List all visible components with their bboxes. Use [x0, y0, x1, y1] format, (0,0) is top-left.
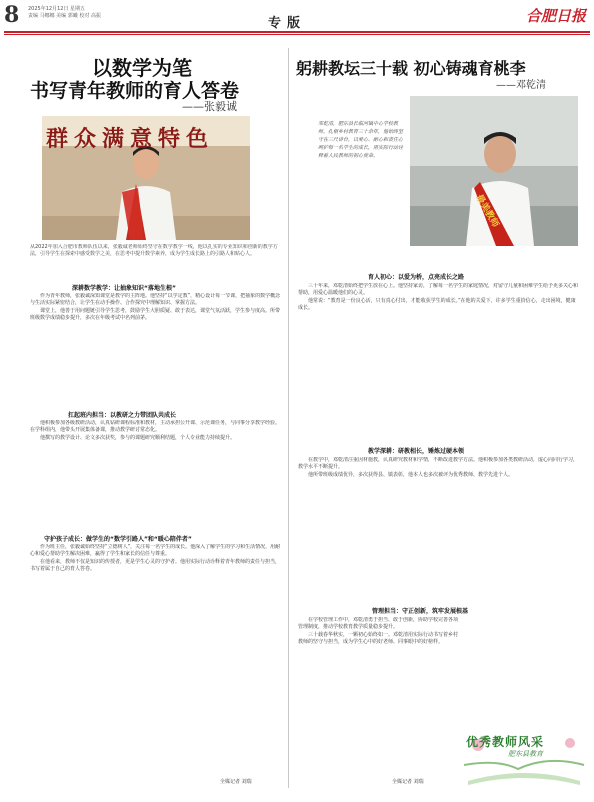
- left-section1-heading: 深耕数学教学：让抽象知识“落地生根”: [72, 285, 176, 292]
- right-section2-heading: 教学深耕：研教相长，锤炼过硬本领: [368, 448, 465, 455]
- paragraph: 他积极参加各级教研活动，认真钻研课程标准和教材，主动承担公开课、示范课任务，与同事分享教学经验。在学科组内，他带头开展集体备课，推动教学研讨常态化。: [30, 420, 281, 434]
- photo-sash-text: 最美教师: [473, 193, 501, 230]
- page-number: 8: [4, 2, 20, 28]
- left-section3-heading: 守护孩子成长：做学生的“数学引路人”和“暖心陪伴者”: [44, 536, 192, 543]
- left-section3-body: [30, 544, 282, 770]
- left-title-line2: 书写青年教师的育人答卷: [30, 80, 240, 102]
- date-line: 2025年12月12日 星期五: [28, 6, 86, 12]
- right-title: 躬耕教坛三十载 初心铸魂育桃李: [296, 59, 526, 78]
- paragraph: 作为青年教师，张毅诚深知课堂是教学的主阵地。他坚持“以学定教”，精心设计每一节课，把抽象的数学概念与生活实际紧密结合，让学生在动手操作、合作探究中理解知识、掌握方法。: [30, 293, 281, 307]
- left-reporter: 全媒记者 刘瑞: [220, 779, 252, 785]
- paragraph: 三十载春华秋实，一颗初心始终如一。邓乾清用实际行动书写着乡村教师的坚守与担当，成为学生心中的好老师、同事眼中的好榜样。: [298, 631, 458, 645]
- left-intro: 从2022年加入合肥市教师队伍以来，张毅诚老师始终坚守在数学教学一线，他以扎实的专业知识和创新的教学方法，引导学生在探索中感受数学之美，在思考中提升数学素养，成为学生成长路上的引路人和贴心人。: [30, 244, 278, 257]
- paragraph: 他所带班级成绩优异，多次获得县、镇表彰，他本人也多次被评为优秀教师、教学先进个人。: [308, 471, 514, 478]
- right-reporter: 全媒记者 刘瑞: [392, 779, 424, 785]
- paragraph: 作为班主任，张毅诚始终坚持“立德树人”，关注每一名学生的成长。他深入了解学生的学习和生活情况，用耐心和爱心帮助学生解决困难，赢得了学生和家长的信任与尊重。: [30, 544, 281, 558]
- right-section1-heading: 育人初心：以爱为桥，点亮成长之路: [368, 274, 465, 281]
- photo-banner-text: 群众满意特色: [46, 126, 215, 152]
- left-section2-body: [30, 420, 282, 518]
- header-rule: [4, 31, 590, 33]
- left-title-line1: 以数学为笔: [92, 56, 192, 80]
- right-caption: 邓乾清，肥东县长临河镇中心学校教师。扎根乡村教育三十余年，他始终坚守在三尺讲台，以爱心、耐心和责任心呵护每一名学生的成长，用实际行动诠释着人民教师的初心使命。: [318, 121, 404, 159]
- header-rule-thin: [4, 34, 590, 35]
- paragraph: 三十年来，邓乾清始终把学生放在心上。他坚持家访，了解每一名学生的家庭情况，对留守儿童和困难学生给予更多关心和帮助，用爱心温暖他们的心灵。: [298, 283, 579, 297]
- left-byline: ——张毅诚: [182, 100, 237, 113]
- column-divider: [288, 48, 289, 788]
- paragraph: 在教学中，邓乾清注重因材施教，认真研究教材和学情，不断改进教学方法。他积极参加各类教研活动，虚心向同行学习，教学水平不断提升。: [298, 457, 579, 471]
- left-photo: [42, 116, 250, 240]
- page-header: [0, 0, 594, 34]
- right-section1-body: [298, 283, 580, 443]
- right-photo: [410, 96, 578, 246]
- right-section2-body: [298, 457, 580, 601]
- header-meta: [28, 6, 101, 20]
- editor-line: 责编 马娜娜 美编 郭曦 校对 高振: [28, 13, 101, 19]
- paragraph: 在学校管理工作中，邓乾清勇于担当、敢于创新，协助学校完善各项管理制度，推动学校教育教学质量稳步提升。: [298, 617, 458, 631]
- decorative-graphic: [458, 725, 590, 787]
- right-section3-body: [298, 617, 458, 767]
- paragraph: 在他看来，教师不仅是知识的传授者，更是学生心灵的守护者。他用实际行动诠释着青年教师的责任与担当，书写着属于自己的育人答卷。: [30, 558, 281, 572]
- right-byline: ——邓乾清: [496, 80, 546, 91]
- section-title: 专版: [268, 16, 307, 31]
- left-section1-body: [30, 293, 282, 405]
- decoration-subtitle: 肥东县教育: [508, 750, 543, 758]
- paragraph: 他撰写的教学设计、论文多次获奖，参与的课题研究顺利结题，个人专业能力持续提升。: [40, 434, 236, 441]
- left-section2-heading: 扛起班内担当：以教研之力带团队共成长: [68, 412, 177, 419]
- paragraph: 他常说：“教育是一份良心活，只有真心付出，才能收获学生的成长。”在他的关爱下，许多学生重拾信心，走出困境，健康成长。: [298, 297, 576, 311]
- newspaper-brand: 合肥日报: [525, 7, 586, 25]
- decoration-title: 优秀教师风采: [466, 735, 545, 749]
- right-section3-heading: 管理担当：守正创新，筑牢发展根基: [372, 608, 469, 615]
- paragraph: 课堂上，他善于用问题链引导学生思考，鼓励学生大胆质疑、敢于表达，课堂气氛活跃，学生参与度高。所带班级数学成绩稳步提升，多次在年级考试中名列前茅。: [30, 307, 281, 321]
